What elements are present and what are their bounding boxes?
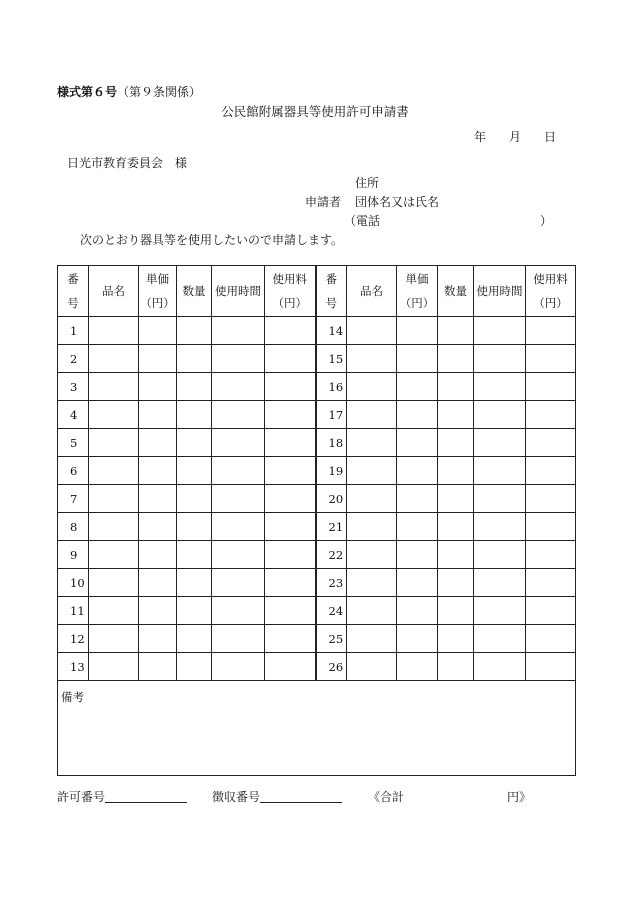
row-number: 11 xyxy=(58,597,89,625)
usage-fee-cell[interactable] xyxy=(265,401,316,429)
unit-price-cell[interactable] xyxy=(139,429,177,457)
item-cell[interactable] xyxy=(347,625,397,653)
item-cell[interactable] xyxy=(89,541,139,569)
page-title: 公民館附属器具等使用許可申請書 xyxy=(221,104,409,119)
usage-time-cell[interactable] xyxy=(212,653,265,681)
table-row xyxy=(58,569,576,597)
usage-time-cell[interactable] xyxy=(212,513,265,541)
usage-fee-cell[interactable] xyxy=(526,401,576,429)
quantity-cell[interactable] xyxy=(177,373,212,401)
header-unit-price: 単価 （円） xyxy=(139,266,177,317)
usage-time-cell[interactable] xyxy=(474,513,526,541)
header-number: 番 号 xyxy=(316,266,347,317)
unit-price-cell[interactable] xyxy=(139,485,177,513)
usage-fee-cell[interactable] xyxy=(526,653,576,681)
row-number: 1 xyxy=(58,317,89,345)
header-quantity: 数量 xyxy=(438,266,474,317)
quantity-cell[interactable] xyxy=(438,513,474,541)
usage-fee-cell[interactable] xyxy=(265,569,316,597)
usage-fee-cell[interactable] xyxy=(526,345,576,373)
table-header-row xyxy=(58,266,576,317)
remarks-label: 備考 xyxy=(61,690,84,704)
quantity-cell[interactable] xyxy=(177,401,212,429)
table-row xyxy=(58,597,576,625)
unit-price-cell[interactable] xyxy=(397,317,438,345)
header-usage-time: 使用時間 xyxy=(474,266,526,317)
item-cell[interactable] xyxy=(347,345,397,373)
quantity-cell[interactable] xyxy=(438,625,474,653)
usage-time-cell[interactable] xyxy=(212,541,265,569)
usage-fee-cell[interactable] xyxy=(526,429,576,457)
quantity-cell[interactable] xyxy=(177,457,212,485)
usage-time-cell[interactable] xyxy=(212,597,265,625)
row-number: 7 xyxy=(58,485,89,513)
table-row xyxy=(58,457,576,485)
row-number: 2 xyxy=(58,345,89,373)
usage-fee-cell[interactable] xyxy=(265,457,316,485)
usage-fee-cell[interactable] xyxy=(526,457,576,485)
item-cell[interactable] xyxy=(347,457,397,485)
item-cell[interactable] xyxy=(347,513,397,541)
table-row xyxy=(58,317,576,345)
unit-price-cell[interactable] xyxy=(139,653,177,681)
usage-fee-cell[interactable] xyxy=(526,597,576,625)
usage-time-cell[interactable] xyxy=(474,653,526,681)
usage-fee-cell[interactable] xyxy=(265,317,316,345)
form-number-main: 様式第６号 xyxy=(57,85,118,99)
item-cell[interactable] xyxy=(347,429,397,457)
row-number: 19 xyxy=(316,457,347,485)
usage-time-cell[interactable] xyxy=(212,625,265,653)
unit-price-cell[interactable] xyxy=(397,373,438,401)
item-cell[interactable] xyxy=(89,569,139,597)
unit-price-cell[interactable] xyxy=(139,625,177,653)
date-year-label: 年 xyxy=(474,130,487,144)
form-number-ref: （第９条関係） xyxy=(117,85,202,99)
quantity-cell[interactable] xyxy=(177,597,212,625)
usage-time-cell[interactable] xyxy=(474,597,526,625)
unit-price-cell[interactable] xyxy=(139,373,177,401)
usage-time-cell[interactable] xyxy=(474,541,526,569)
row-number: 22 xyxy=(316,541,347,569)
row-number: 18 xyxy=(316,429,347,457)
header-item-name: 品名 xyxy=(347,266,397,317)
usage-fee-cell[interactable] xyxy=(265,513,316,541)
unit-price-cell[interactable] xyxy=(139,317,177,345)
item-cell[interactable] xyxy=(89,513,139,541)
quantity-cell[interactable] xyxy=(438,317,474,345)
usage-time-cell[interactable] xyxy=(212,485,265,513)
usage-time-cell[interactable] xyxy=(474,373,526,401)
item-cell[interactable] xyxy=(89,317,139,345)
usage-fee-cell[interactable] xyxy=(526,513,576,541)
usage-fee-cell[interactable] xyxy=(265,597,316,625)
usage-fee-cell[interactable] xyxy=(526,373,576,401)
row-number: 17 xyxy=(316,401,347,429)
row-number: 23 xyxy=(316,569,347,597)
unit-price-cell[interactable] xyxy=(397,429,438,457)
unit-price-cell[interactable] xyxy=(397,401,438,429)
header-number: 番 号 xyxy=(58,266,89,317)
item-cell[interactable] xyxy=(347,401,397,429)
item-cell[interactable] xyxy=(89,485,139,513)
quantity-cell[interactable] xyxy=(177,625,212,653)
usage-fee-cell[interactable] xyxy=(526,485,576,513)
row-number: 4 xyxy=(58,401,89,429)
row-number: 5 xyxy=(58,429,89,457)
row-number: 3 xyxy=(58,373,89,401)
table-row xyxy=(58,401,576,429)
usage-time-cell[interactable] xyxy=(474,485,526,513)
quantity-cell[interactable] xyxy=(438,541,474,569)
table-row xyxy=(58,541,576,569)
item-cell[interactable] xyxy=(347,541,397,569)
quantity-cell[interactable] xyxy=(438,653,474,681)
table-row xyxy=(58,653,576,681)
receipt-number-label: 徴収番号 xyxy=(212,790,261,804)
receipt-number-line[interactable] xyxy=(260,802,342,803)
unit-price-cell[interactable] xyxy=(397,597,438,625)
table-row xyxy=(58,625,576,653)
usage-time-cell[interactable] xyxy=(474,317,526,345)
remarks-cell[interactable] xyxy=(58,681,576,776)
quantity-cell[interactable] xyxy=(438,373,474,401)
usage-time-cell[interactable] xyxy=(212,569,265,597)
usage-time-cell[interactable] xyxy=(212,317,265,345)
header-quantity: 数量 xyxy=(177,266,212,317)
item-cell[interactable] xyxy=(347,569,397,597)
table-row xyxy=(58,373,576,401)
applicant-label: 申請者 xyxy=(305,195,342,209)
quantity-cell[interactable] xyxy=(177,541,212,569)
usage-time-cell[interactable] xyxy=(474,457,526,485)
unit-price-cell[interactable] xyxy=(397,653,438,681)
phone-label: （電話 xyxy=(344,214,381,228)
usage-time-cell[interactable] xyxy=(212,345,265,373)
row-number: 26 xyxy=(316,653,347,681)
item-cell[interactable] xyxy=(89,345,139,373)
header-usage-fee: 使用料 （円） xyxy=(526,266,576,317)
usage-fee-cell[interactable] xyxy=(265,541,316,569)
item-cell[interactable] xyxy=(89,429,139,457)
header-usage-time: 使用時間 xyxy=(212,266,265,317)
phone-close: ） xyxy=(540,214,553,228)
table-row xyxy=(58,345,576,373)
unit-price-cell[interactable] xyxy=(397,625,438,653)
usage-time-cell[interactable] xyxy=(474,345,526,373)
permit-number-label: 許可番号 xyxy=(57,790,106,804)
header-unit-price: 単価 （円） xyxy=(397,266,438,317)
row-number: 8 xyxy=(58,513,89,541)
quantity-cell[interactable] xyxy=(177,345,212,373)
usage-time-cell[interactable] xyxy=(212,457,265,485)
usage-fee-cell[interactable] xyxy=(265,429,316,457)
quantity-cell[interactable] xyxy=(438,429,474,457)
unit-price-cell[interactable] xyxy=(139,541,177,569)
usage-fee-cell[interactable] xyxy=(265,345,316,373)
usage-fee-cell[interactable] xyxy=(265,653,316,681)
usage-fee-cell[interactable] xyxy=(526,569,576,597)
unit-price-cell[interactable] xyxy=(139,569,177,597)
row-number: 6 xyxy=(58,457,89,485)
table-row xyxy=(58,429,576,457)
usage-time-cell[interactable] xyxy=(474,569,526,597)
item-cell[interactable] xyxy=(347,317,397,345)
item-cell[interactable] xyxy=(347,653,397,681)
item-cell[interactable] xyxy=(89,597,139,625)
unit-price-cell[interactable] xyxy=(397,457,438,485)
item-cell[interactable] xyxy=(89,457,139,485)
unit-price-cell[interactable] xyxy=(139,513,177,541)
quantity-cell[interactable] xyxy=(438,569,474,597)
total-yen-label: 円》 xyxy=(507,790,532,804)
item-cell[interactable] xyxy=(89,373,139,401)
row-number: 21 xyxy=(316,513,347,541)
address-label: 住所 xyxy=(355,176,380,190)
quantity-cell[interactable] xyxy=(177,429,212,457)
usage-time-cell[interactable] xyxy=(474,401,526,429)
unit-price-cell[interactable] xyxy=(139,597,177,625)
unit-price-cell[interactable] xyxy=(397,541,438,569)
header-usage-fee: 使用料 （円） xyxy=(265,266,316,317)
total-label: 《合計 xyxy=(368,790,405,804)
usage-time-cell[interactable] xyxy=(474,429,526,457)
date-month-label: 月 xyxy=(509,130,522,144)
item-cell[interactable] xyxy=(89,401,139,429)
quantity-cell[interactable] xyxy=(177,317,212,345)
addressee: 日光市教育委員会 様 xyxy=(67,156,188,170)
unit-price-cell[interactable] xyxy=(139,457,177,485)
row-number: 9 xyxy=(58,541,89,569)
row-number: 25 xyxy=(316,625,347,653)
usage-fee-cell[interactable] xyxy=(526,541,576,569)
usage-time-cell[interactable] xyxy=(212,429,265,457)
item-cell[interactable] xyxy=(89,625,139,653)
unit-price-cell[interactable] xyxy=(397,345,438,373)
row-number: 15 xyxy=(316,345,347,373)
table-row xyxy=(58,513,576,541)
equipment-table xyxy=(57,265,576,776)
name-label: 団体名又は氏名 xyxy=(355,195,440,209)
unit-price-cell[interactable] xyxy=(139,345,177,373)
usage-time-cell[interactable] xyxy=(212,401,265,429)
form-number xyxy=(57,83,201,100)
unit-price-cell[interactable] xyxy=(139,401,177,429)
unit-price-cell[interactable] xyxy=(397,569,438,597)
quantity-cell[interactable] xyxy=(438,457,474,485)
quantity-cell[interactable] xyxy=(177,569,212,597)
usage-time-cell[interactable] xyxy=(474,625,526,653)
item-cell[interactable] xyxy=(347,597,397,625)
row-number: 24 xyxy=(316,597,347,625)
row-number: 13 xyxy=(58,653,89,681)
date-day-label: 日 xyxy=(544,130,557,144)
unit-price-cell[interactable] xyxy=(397,485,438,513)
row-number: 16 xyxy=(316,373,347,401)
intro-text: 次のとおり器具等を使用したいので申請します。 xyxy=(80,233,344,247)
table-row xyxy=(58,485,576,513)
permit-number-line[interactable] xyxy=(105,802,187,803)
usage-fee-cell[interactable] xyxy=(265,373,316,401)
quantity-cell[interactable] xyxy=(438,345,474,373)
quantity-cell[interactable] xyxy=(177,513,212,541)
usage-fee-cell[interactable] xyxy=(526,317,576,345)
quantity-cell[interactable] xyxy=(438,485,474,513)
row-number: 12 xyxy=(58,625,89,653)
item-cell[interactable] xyxy=(89,653,139,681)
usage-fee-cell[interactable] xyxy=(526,625,576,653)
header-item-name: 品名 xyxy=(89,266,139,317)
row-number: 20 xyxy=(316,485,347,513)
quantity-cell[interactable] xyxy=(177,653,212,681)
quantity-cell[interactable] xyxy=(177,485,212,513)
usage-fee-cell[interactable] xyxy=(265,625,316,653)
row-number: 10 xyxy=(58,569,89,597)
unit-price-cell[interactable] xyxy=(397,513,438,541)
row-number: 14 xyxy=(316,317,347,345)
usage-time-cell[interactable] xyxy=(212,373,265,401)
item-cell[interactable] xyxy=(347,485,397,513)
quantity-cell[interactable] xyxy=(438,401,474,429)
usage-fee-cell[interactable] xyxy=(265,485,316,513)
item-cell[interactable] xyxy=(347,373,397,401)
quantity-cell[interactable] xyxy=(438,597,474,625)
